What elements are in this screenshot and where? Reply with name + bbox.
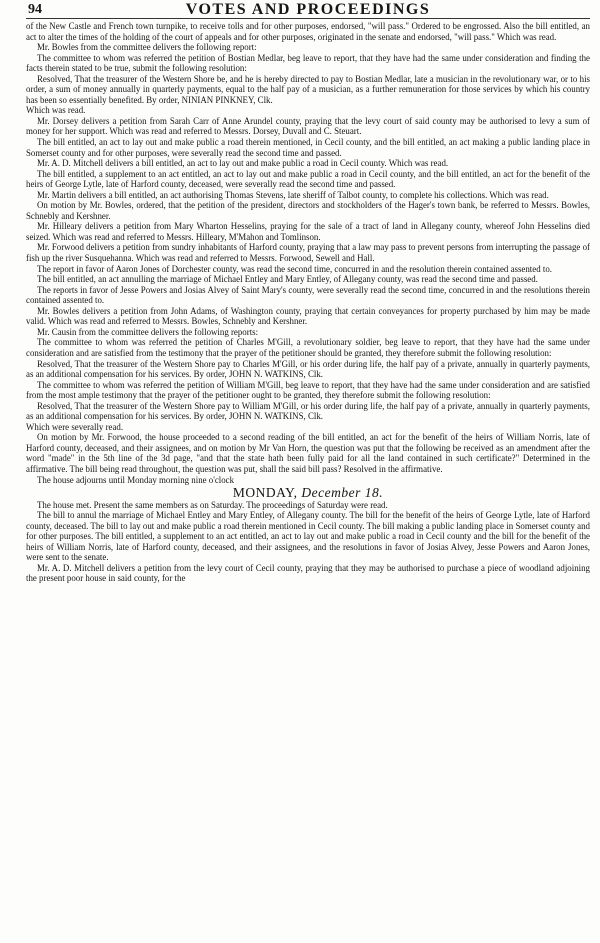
paragraph: The house adjourns until Monday morning nine o'clock (37, 474, 235, 485)
paragraph: Mr. Forwood delivers a petition from sundry inhabitants of Harford county, praying that a law may pass to prevent persons from interrupting the passage of fish up the river Susquehanna. Which was read and referred to Messrs. Forwood, Sewell and Hall. (26, 242, 590, 264)
paragraph: The bill to annul the marriage of Michael Entley and Mary Entley, of Allegany county. The bill for the benefit of the heirs of George Lytle, late of Harford county, deceased. The bill to lay out and make public a road therein mentioned in Cecil county. The bill making a public landing place in Somerset county and for other purposes. The bill entitled, a supplement to an act entitled, an act to lay out and make public a road in Cecil county and the bill for the benefit of the heirs of William Norris, late of Harford county, deceased, and their assignees, and the resolutions in favor of Josias Alvey, Jesse Powers and Aaron Jones, were sent to the senate. (26, 510, 590, 563)
paragraph: Mr. Bowles delivers a petition from John Adams, of Washington county, praying that certain conveyances for property purchased by him may be made valid. Which was read and referred to Messrs. Bowles, Schnebly and Kershner. (26, 305, 590, 327)
body-text (26, 21, 590, 584)
paragraph: Mr. Causin from the committee delivers the following reports: (37, 326, 259, 337)
paragraph: Mr. A. D. Mitchell delivers a bill entitled, an act to lay out and make public a road in Cecil county. Which was read. (37, 158, 449, 169)
paragraph: Which was read. (26, 105, 86, 116)
paragraph: The committee to whom was referred the petition of William M'Gill, beg leave to report, that they have had the same under consideration and are satisfied from the most ample testimony that the prayer of the petitioner ought to be granted, they therefore submit the following resolution: (26, 379, 590, 401)
paragraph: Resolved, That the treasurer of the Western Shore pay to William M'Gill, or his order during life, the half pay of a private, annually in quarterly payments, as an additional compensation for his services. By order, JOHN N. WATKINS, Clk. (26, 400, 590, 422)
paragraph: Mr. Martin delivers a bill entitled, an act authorising Thomas Stevens, late sheriff of Talbot county, to complete his collections. Which was read. (37, 189, 549, 200)
paragraph: Resolved, That the treasurer of the Western Shore pay to Charles M'Gill, or his order during life, the half pay of a private, annually in quarterly payments, as an additional compensation for his services. By order, JOHN N. WATKINS, Clk. (26, 358, 590, 380)
day-heading-date: December 18. (301, 485, 384, 501)
running-head: VOTES AND PROCEEDINGS (185, 1, 431, 18)
paragraph: Mr. Bowles from the committee delivers the following report: (37, 42, 257, 53)
paragraph: The committee to whom was referred the petition of Charles M'Gill, a revolutionary soldier, beg leave to report, that they have had the same under consideration and are satisfied from the testimony that the prayer of the petitioner should be granted, they therefore submit the following resolution: (26, 337, 590, 358)
paragraph: of the New Castle and French town turnpike, to receive tolls and for other purposes, endorsed, "will pass." Ordered to be engrossed. Also the bill entitled, an act to alter the times of the holding of the court of appeals and for other purposes, originated in the senate and endorsed, "will pass." Which was read. (26, 21, 590, 42)
paragraph: The bill entitled, an act annulling the marriage of Michael Entley and Mary Entley, of Allegany county, was read the second time and passed. (37, 274, 538, 285)
paragraph: The bill entitled, a supplement to an act entitled, an act to lay out and make public a road in Cecil county, and the bill entitled, an act for the benefit of the heirs of George Lytle, late of Harford county, deceased, were severally read the second time and passed. (26, 168, 590, 190)
paragraph: The reports in favor of Jesse Powers and Josias Alvey of Saint Mary's county, were severally read the second time, concurred in and the resolutions therein contained assented to. (26, 284, 590, 306)
paragraph: Mr. Dorsey delivers a petition from Sarah Carr of Anne Arundel county, praying that the levy court of said county may be authorised to levy a sum of money for her support. Which was read and referred to Messrs. Dorsey, Duvall and C. Steuart. (26, 115, 590, 137)
paragraph: Resolved, That the treasurer of the Western Shore be, and he is hereby directed to pay to Bostian Medlar, late a musician in the revolutionary war, or to his order, a sum of money annually in quarterly payments, equal to the half pay of a musician, as a further remuneration for those services by which his country has been so essentially benefited. By order, NINIAN PINKNEY, Clk. (26, 73, 590, 105)
paragraph: Which were severally read. (26, 421, 124, 432)
day-heading-day: MONDAY, (232, 485, 298, 501)
paragraph: Mr. Hilleary delivers a petition from Mary Wharton Hesselins, praying for the sale of a tract of land in Allegany county, whereof John Hesselins died seized. Which was read and referred to Messrs. Hilleary, M'Mahon and Tomlinson. (26, 221, 590, 242)
paragraph: The house met. Present the same members as on Saturday. The proceedings of Saturday were read. (37, 499, 388, 510)
paragraph: Mr. A. D. Mitchell delivers a petition from the levy court of Cecil county, praying that they may be authorised to purchase a piece of woodland adjoining the present poor house in said county, for the (26, 562, 590, 584)
paragraph: The bill entitled, an act to lay out and make public a road therein mentioned, in Cecil county, and the bill entitled, an act making a public landing place in Somerset county and for other purposes, were severally read the second time and passed. (26, 137, 590, 158)
day-heading (26, 485, 590, 501)
paragraph: On motion by Mr. Bowles, ordered, that the petition of the president, directors and stockholders of the Hager's town bank, be referred to Messrs. Bowles, Schnebly and Kershner. (26, 200, 590, 221)
paragraph: The report in favor of Aaron Jones of Dorchester county, was read the second time, concurred in and the resolution therein contained assented to. (37, 263, 552, 274)
paragraph: On motion by Mr. Forwood, the house proceeded to a second reading of the bill entitled, an act for the benefit of the heirs of William Norris, late of Harford county, deceased, and their assignees, and on motion by Mr Van Horn, the question was put that the following be received as an amendment after the word "made" in the 5th line of the 3d page, "and that the state hath been fully paid for all the land contained in such certificate?" Determined in the affirmative. The bill being read throughout, the question was put, shall the said bill pass? Resolved in the affirmative. (26, 432, 590, 474)
paragraph: The committee to whom was referred the petition of Bostian Medlar, beg leave to report, that they have had the same under consideration and finding the facts therein stated to be true, submit the following resolution: (26, 52, 590, 74)
page-number: 94 (28, 2, 42, 17)
page-header (26, 2, 590, 19)
